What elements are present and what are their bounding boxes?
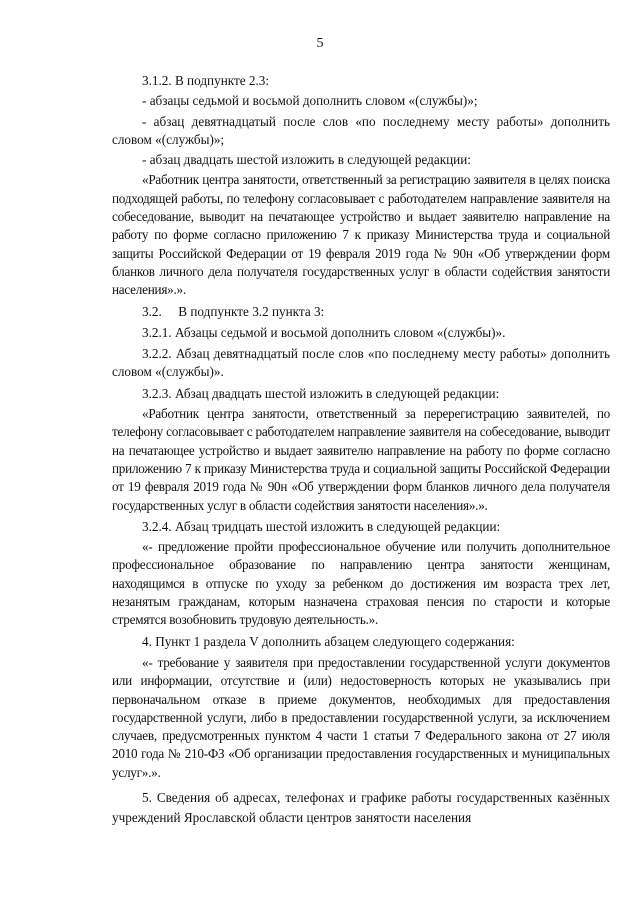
paragraph-3-2-3-quote: «Работник центра занятости, ответственный за перерегистрацию заявителей, по телефону согласовывает с работодателем направление заявителя на собеседование, выводит на печатающее устройство и выдает заявителю направление на работу по форме согласно приложению 7 к приказу Министерства труда и социальной защиты Российской Федерации от 19 февраля 2019 года № 90н «Об утверждении форм бланков личного дела получателя государственных услуг в области содействия занятости населения».». bbox=[112, 406, 610, 513]
paragraph-5: 5. Сведения об адресах, телефонах и графике работы государственных казённых учреждений Ярославской области центров занятости населения bbox=[112, 789, 610, 825]
paragraph-3-1-2-heading: 3.1.2. В подпункте 2.3: bbox=[142, 73, 270, 88]
paragraph-3-1-2-item-2: - абзац девятнадцатый после слов «по последнему месту работы» дополнить словом «(службы)»; bbox=[112, 113, 610, 147]
paragraph-3-1-2-item-3: - абзац двадцать шестой изложить в следующей редакции: bbox=[142, 152, 471, 168]
document-body bbox=[112, 72, 610, 828]
paragraph-3-2-4: 3.2.4. Абзац тридцать шестой изложить в следующей редакции: bbox=[142, 518, 501, 534]
paragraph-3-2-3: 3.2.3. Абзац двадцать шестой изложить в следующей редакции: bbox=[142, 385, 500, 401]
paragraph-3-2-heading: 3.2. В подпункте 3.2 пункта 3: bbox=[142, 303, 325, 319]
page-number: 5 bbox=[316, 36, 324, 51]
paragraph-3-2-2: 3.2.2. Абзац девятнадцатый после слов «по последнему месту работы» дополнить словом «(службы)». bbox=[112, 346, 610, 380]
paragraph-4-quote: «- требование у заявителя при предоставлении государственной услуги документов или информации, отсутствие и (или) недостоверность которых не указывались при первоначальном отказе в приеме документов, необходимых для предоставления государственной услуги, либо в предоставлении государственной услуги, за исключением случаев, предусмотренных пунктом 4 части 1 статьи 7 Федерального закона от 27 июля 2010 года № 210-ФЗ «Об организации предоставления государственных и муниципальных услуг».». bbox=[112, 654, 610, 780]
paragraph-4: 4. Пункт 1 раздела V дополнить абзацем следующего содержания: bbox=[142, 633, 515, 649]
paragraph-3-1-2-quote: «Работник центра занятости, ответственный за регистрацию заявителя в целях поиска подходящей работы, по телефону согласовывает с работодателем направление заявителя на собеседование, выводит на печатающее устройство и выдает заявителю направление на работу по форме согласно приложению 7 к приказу Министерства труда и социальной защиты Российской Федерации от 19 февраля 2019 года № 90н «Об утверждении форм бланков личного дела получателя государственных услуг в области содействия занятости населения».». bbox=[112, 172, 610, 298]
paragraph-3-1-2-item-1: - абзацы седьмой и восьмой дополнить словом «(службы)»; bbox=[142, 93, 478, 109]
paragraph-3-2-1: 3.2.1. Абзацы седьмой и восьмой дополнить словом «(службы)». bbox=[142, 324, 506, 340]
paragraph-3-2-4-quote: «- предложение пройти профессиональное обучение или получить дополнительное профессиональное образование по направлению центра занятости женщинам, находящимся в отпуске по уходу за ребенком до достижения им возраста трех лет, незанятым гражданам, которым назначена страховая пенсия по старости и которые стремятся возобновить трудовую деятельность.». bbox=[112, 539, 610, 628]
